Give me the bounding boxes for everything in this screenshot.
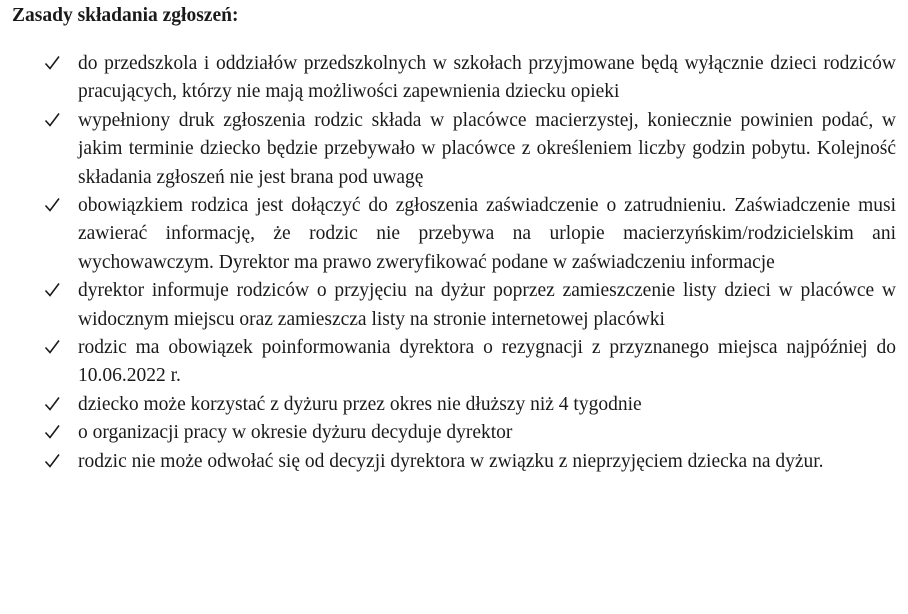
check-mark-icon — [44, 112, 60, 128]
list-item-text: rodzic nie może odwołać się od decyzji dyrektora w związku z nieprzyjęciem dziecka na dyżur. — [78, 450, 824, 472]
list-item — [44, 107, 896, 192]
check-mark-icon — [44, 282, 60, 298]
list-item — [44, 277, 896, 334]
check-mark-icon — [44, 453, 60, 469]
check-mark-icon — [44, 197, 60, 213]
list-item-text: obowiązkiem rodzica jest dołączyć do zgłoszenia zaświadczenie o zatrudnieniu. Zaświadczenie musi zawierać informację, że rodzic nie przebywa na urlopie macierzyńskim/rodzicielskim ani wychowawczym. Dyrektor ma prawo zweryfikować podane w zaświadczeniu informacje — [78, 195, 896, 273]
list-item-text: rodzic ma obowiązek poinformowania dyrektora o rezygnacji z przyznanego miejsca najpóźniej do 10.06.2022 r. — [78, 337, 896, 387]
section-heading: Zasady składania zgłoszeń: — [12, 5, 239, 26]
check-mark-icon — [44, 396, 60, 412]
list-item-text: do przedszkola i oddziałów przedszkolnych w szkołach przyjmowane będą wyłącznie dzieci rodziców pracujących, którzy nie mają możliwości zapewnienia dziecku opieki — [78, 53, 896, 103]
check-mark-icon — [44, 339, 60, 355]
list-item-text: wypełniony druk zgłoszenia rodzic składa w placówce macierzystej, koniecznie powinien podać, w jakim terminie dziecko będzie przebywało w placówce z określeniem liczby godzin pobytu. Kolejność składania zgłoszeń nie jest brana pod uwagę — [78, 109, 896, 188]
rules-list — [44, 50, 896, 476]
list-item — [44, 391, 896, 419]
check-mark-icon — [44, 55, 60, 71]
list-item — [44, 192, 896, 277]
list-item — [44, 448, 896, 476]
list-item — [44, 334, 896, 391]
list-item — [44, 419, 896, 447]
list-item-text: dyrektor informuje rodziców o przyjęciu na dyżur poprzez zamieszczenie listy dzieci w placówce w widocznym miejscu oraz zamieszcza listy na stronie internetowej placówki — [78, 280, 896, 330]
list-item-text: dziecko może korzystać z dyżuru przez okres nie dłuższy niż 4 tygodnie — [78, 393, 642, 415]
check-mark-icon — [44, 424, 60, 440]
list-item-text: o organizacji pracy w okresie dyżuru decyduje dyrektor — [78, 422, 513, 444]
list-item — [44, 50, 896, 107]
